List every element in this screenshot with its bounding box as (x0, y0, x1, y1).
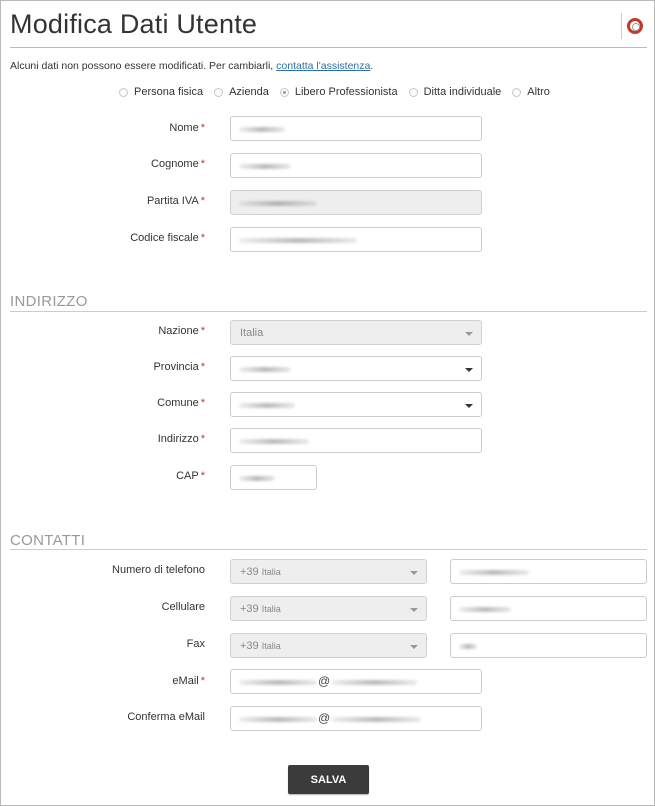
redacted-value (459, 570, 529, 575)
confirm-email-label (127, 711, 205, 723)
required-asterisk: * (200, 397, 205, 409)
required-asterisk: * (200, 433, 205, 445)
prefix-code: +39 (240, 566, 259, 578)
radio-selected-icon[interactable] (280, 88, 289, 97)
email-at-symbol: @ (318, 674, 331, 688)
telefono-input[interactable] (450, 559, 647, 584)
required-asterisk: * (200, 361, 205, 373)
fax-input[interactable] (450, 633, 647, 658)
cognome-input[interactable] (230, 153, 482, 178)
partita-iva-label-text: Partita IVA (146, 195, 199, 207)
required-asterisk: * (200, 195, 205, 207)
prefix-value (240, 566, 281, 578)
radio-ditta-individuale[interactable] (409, 86, 502, 98)
redacted-value (239, 680, 317, 685)
radio-label: Persona fisica (134, 86, 204, 98)
radio-azienda[interactable] (214, 86, 269, 98)
redacted-value (239, 164, 291, 169)
nazione-label-text: Nazione (158, 325, 199, 337)
contact-support-link[interactable]: contatta l'assistenza (276, 60, 371, 72)
redacted-value (239, 717, 317, 722)
radio-label: Azienda (229, 86, 269, 98)
codice-fiscale-label-text: Codice fiscale (130, 232, 199, 244)
chevron-down-icon (465, 332, 473, 336)
notice-suffix: . (370, 60, 374, 72)
cellulare-label (162, 601, 205, 613)
chevron-down-icon[interactable] (410, 645, 418, 649)
telefono-label-text: Numero di telefono (112, 564, 205, 576)
cellulare-prefix-select[interactable] (230, 596, 427, 621)
lifebuoy-icon[interactable] (627, 18, 643, 34)
partita-iva-label (147, 195, 205, 207)
fax-label (187, 638, 205, 650)
notice-message: Alcuni dati non possono essere modificati. Per cambiarli, (10, 60, 277, 72)
prefix-value (240, 603, 281, 615)
indirizzo-label-text: Indirizzo (157, 433, 199, 445)
redacted-value (239, 439, 309, 444)
confirm-email-label-text: Conferma eMail (127, 711, 205, 723)
redacted-value (239, 476, 275, 481)
prefix-value (240, 640, 281, 652)
provincia-select[interactable] (230, 356, 482, 381)
cellulare-input[interactable] (450, 596, 647, 621)
radio-label: Ditta individuale (423, 86, 502, 98)
redacted-value (459, 607, 511, 612)
telefono-label (112, 564, 205, 576)
notice-text (10, 60, 373, 72)
provincia-label-text: Provincia (153, 361, 199, 373)
cognome-label-text: Cognome (151, 158, 199, 170)
redacted-value (459, 644, 477, 649)
email-input[interactable] (230, 669, 482, 694)
address-section-title: INDIRIZZO (10, 293, 88, 310)
prefix-code: +39 (240, 603, 259, 615)
telefono-prefix-select[interactable] (230, 559, 427, 584)
nome-label (169, 122, 205, 134)
entity-type-radio-group (119, 86, 550, 98)
email-label-text: eMail (172, 675, 199, 687)
chevron-down-icon[interactable] (410, 571, 418, 575)
radio-label: Libero Professionista (294, 86, 398, 98)
radio-icon[interactable] (512, 88, 521, 97)
radio-persona-fisica[interactable] (119, 86, 203, 98)
prefix-country: Italia (261, 641, 281, 651)
chevron-down-icon[interactable] (465, 404, 473, 408)
radio-altro[interactable] (512, 86, 550, 98)
indirizzo-label (158, 433, 205, 445)
redacted-value (239, 127, 285, 132)
cap-label (176, 470, 205, 482)
confirm-email-input[interactable] (230, 706, 482, 731)
radio-icon[interactable] (214, 88, 223, 97)
radio-libero-professionista[interactable] (280, 86, 398, 98)
radio-label: Altro (527, 86, 550, 98)
provincia-label (153, 361, 205, 373)
chevron-down-icon[interactable] (465, 368, 473, 372)
nome-label-text: Nome (169, 122, 199, 134)
redacted-value (331, 717, 421, 722)
save-button[interactable]: SALVA (288, 765, 369, 794)
cognome-label (151, 158, 205, 170)
prefix-country: Italia (261, 567, 281, 577)
cellulare-label-text: Cellulare (161, 601, 205, 613)
title-divider (621, 13, 622, 39)
required-asterisk: * (200, 325, 205, 337)
comune-label-text: Comune (157, 397, 199, 409)
codice-fiscale-input[interactable] (230, 227, 482, 252)
required-asterisk: * (200, 158, 205, 170)
prefix-code: +39 (240, 640, 259, 652)
contacts-section-title: CONTATTI (10, 532, 86, 549)
page-title: Modifica Dati Utente (10, 9, 258, 39)
indirizzo-input[interactable] (230, 428, 482, 453)
redacted-value (239, 367, 291, 372)
address-section-rule (10, 311, 647, 312)
required-asterisk: * (200, 232, 205, 244)
nazione-label (158, 325, 205, 337)
contacts-section-rule (10, 549, 647, 550)
comune-select[interactable] (230, 392, 482, 417)
required-asterisk: * (200, 470, 205, 482)
redacted-value (239, 201, 317, 206)
nazione-select (230, 320, 482, 345)
chevron-down-icon[interactable] (410, 608, 418, 612)
title-underline (10, 47, 647, 48)
radio-icon[interactable] (119, 88, 128, 97)
comune-label (157, 397, 205, 409)
nome-input[interactable] (230, 116, 482, 141)
email-at-symbol: @ (318, 711, 331, 725)
required-asterisk: * (200, 122, 205, 134)
prefix-country: Italia (261, 604, 281, 614)
nazione-value: Italia (240, 327, 264, 339)
fax-prefix-select[interactable] (230, 633, 427, 658)
cap-label-text: CAP (176, 470, 199, 482)
redacted-value (331, 680, 417, 685)
cap-input[interactable] (230, 465, 317, 490)
redacted-value (239, 403, 295, 408)
fax-label-text: Fax (186, 638, 205, 650)
partita-iva-input (230, 190, 482, 215)
radio-icon[interactable] (409, 88, 418, 97)
redacted-value (239, 238, 357, 243)
email-label (172, 675, 205, 687)
codice-fiscale-label (130, 232, 205, 244)
required-asterisk: * (200, 675, 205, 687)
